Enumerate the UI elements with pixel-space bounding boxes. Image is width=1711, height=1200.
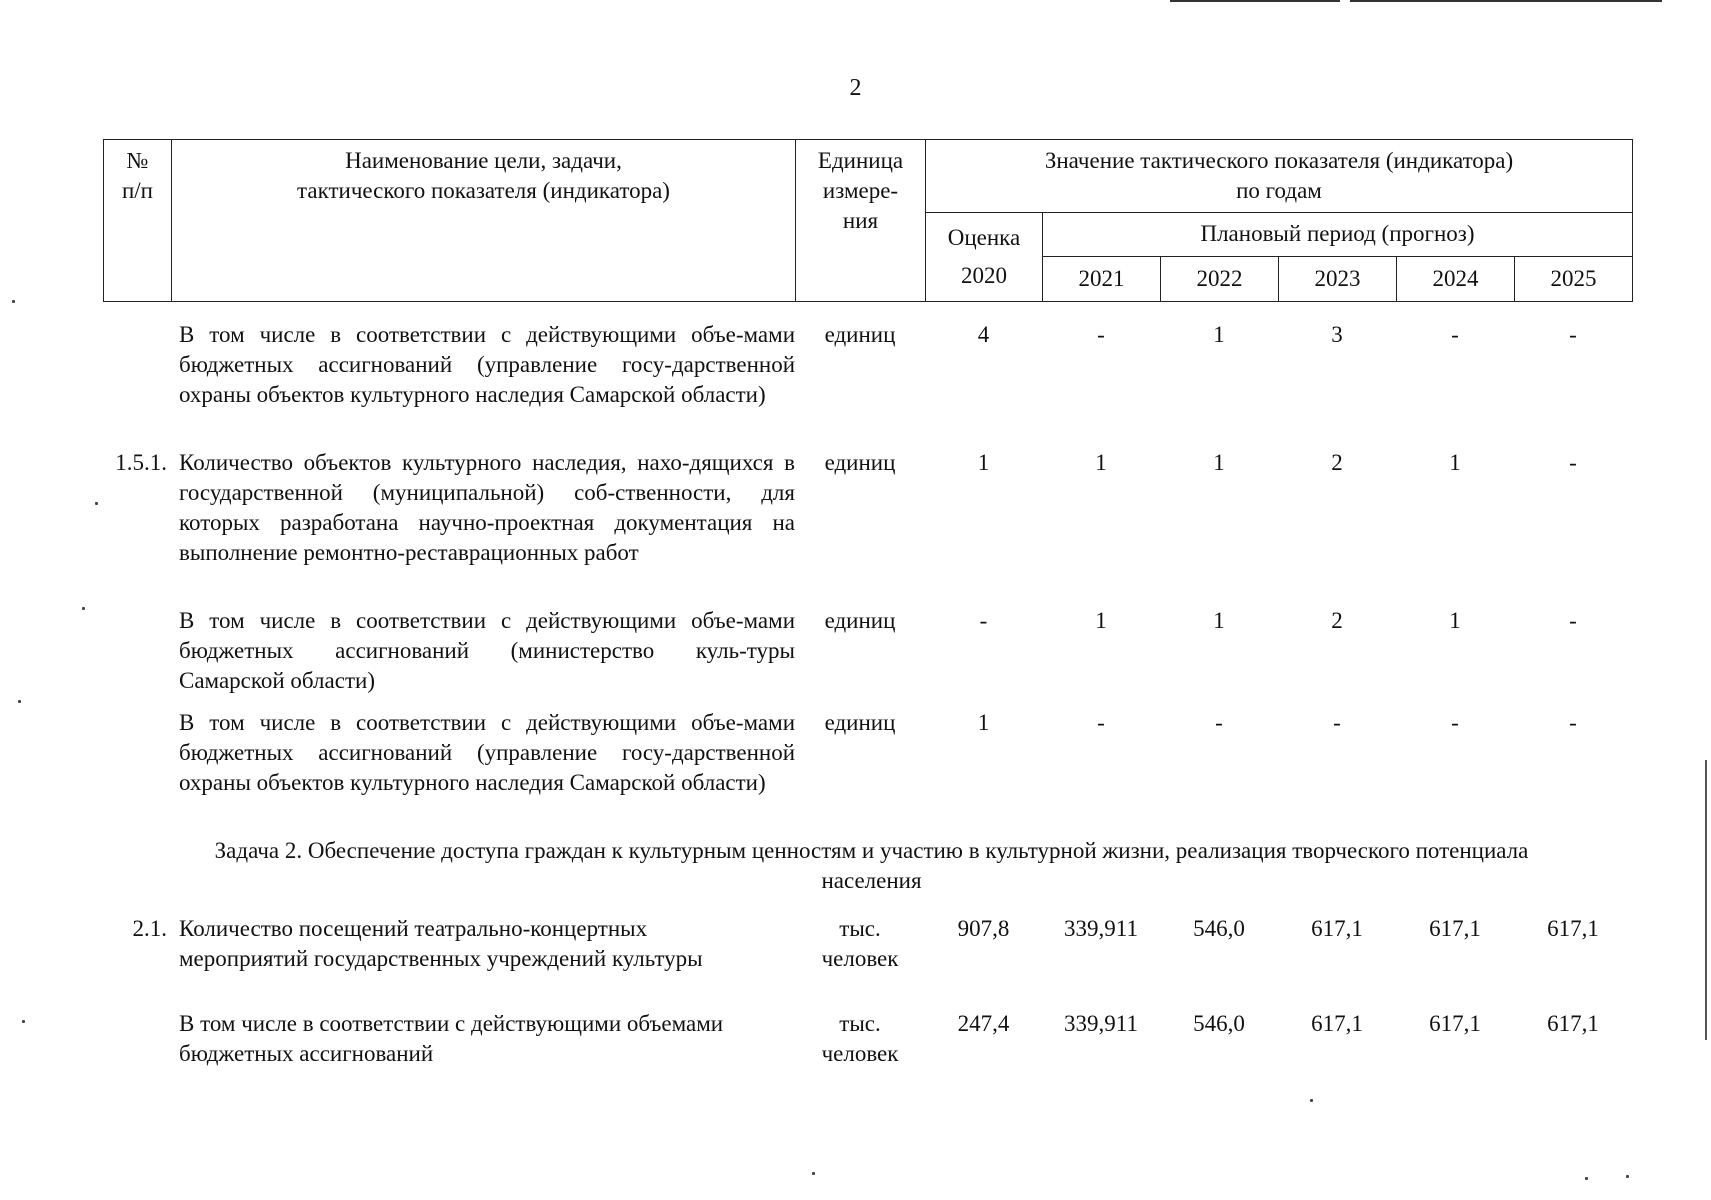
unit: единиц xyxy=(824,608,896,633)
value-2023: - xyxy=(1333,710,1341,735)
table-row xyxy=(103,914,1632,1009)
scan-speck xyxy=(95,502,98,505)
value-2024: - xyxy=(1451,322,1459,347)
scan-edge-mark xyxy=(1705,760,1707,1040)
value-2020: - xyxy=(979,608,988,633)
header-estimate: Оценка 2020 xyxy=(926,213,1043,302)
table-row xyxy=(103,606,1632,708)
header-planned-period: Плановый период (прогноз) xyxy=(1043,213,1633,257)
unit: единиц xyxy=(824,710,896,735)
indicator-name: В том числе в соответствии с действующими объе-мами бюджетных ассигнований (управление госу-дарственной охраны объектов культурного наследия Самарской области) xyxy=(179,710,795,795)
value-2025: - xyxy=(1569,450,1577,475)
header-values-title: Значение тактического показателя (индикатора) по годам xyxy=(926,140,1633,213)
indicator-name: Количество объектов культурного наследия, нахо-дящихся в государственной (муниципальной) соб-ственности, для которых разработана научно-проектная документация на выполнение ремонтно-реставрационных работ xyxy=(179,450,795,565)
table-header xyxy=(103,139,1633,302)
value-2025: - xyxy=(1569,322,1577,347)
value-2022: - xyxy=(1215,710,1223,735)
value-2023: 617,1 xyxy=(1311,1011,1363,1036)
unit: единиц xyxy=(824,450,896,475)
scan-speck xyxy=(12,300,15,303)
row-number: 1.5.1. xyxy=(115,450,167,475)
scan-speck xyxy=(82,607,85,610)
value-2025: 617,1 xyxy=(1547,916,1599,941)
value-2024: 617,1 xyxy=(1429,916,1481,941)
value-2025: - xyxy=(1569,608,1577,633)
header-year: 2022 xyxy=(1161,257,1279,302)
value-2020: 4 xyxy=(977,322,990,347)
value-2025: 617,1 xyxy=(1547,1011,1599,1036)
value-2020: 247,4 xyxy=(957,1011,1010,1036)
value-2021: 1 xyxy=(1095,608,1107,633)
scan-speck xyxy=(1626,1175,1629,1178)
row-number: 2.1. xyxy=(132,916,167,941)
header-year: 2021 xyxy=(1043,257,1161,302)
value-2021: 339,911 xyxy=(1064,916,1138,941)
value-2021: - xyxy=(1097,322,1105,347)
indicator-name: В том числе в соответствии с действующими объе-мами бюджетных ассигнований (управление госу-дарственной охраны объектов культурного наследия Самарской области) xyxy=(179,322,795,407)
value-2023: 2 xyxy=(1331,608,1343,633)
value-2021: 339,911 xyxy=(1064,1011,1138,1036)
value-2021: 1 xyxy=(1095,450,1107,475)
page-number: 2 xyxy=(849,75,862,101)
value-2022: 546,0 xyxy=(1193,916,1245,941)
value-2023: 617,1 xyxy=(1311,916,1363,941)
value-2023: 3 xyxy=(1331,322,1343,347)
scan-speck xyxy=(812,1172,815,1175)
table-row xyxy=(103,448,1632,606)
scan-speck xyxy=(18,700,21,703)
value-2024: 1 xyxy=(1449,450,1461,475)
unit: тыс. человек xyxy=(821,1011,899,1066)
header-year: 2023 xyxy=(1279,257,1397,302)
indicator-name: В том числе в соответствии с действующими объе-мами бюджетных ассигнований (министерство куль-туры Самарской области) xyxy=(179,608,795,693)
value-2025: - xyxy=(1569,710,1577,735)
value-2022: 1 xyxy=(1213,322,1225,347)
table-row xyxy=(103,320,1632,448)
table-row xyxy=(103,1009,1632,1079)
table-row xyxy=(103,708,1632,836)
header-unit: Единица измере- ния xyxy=(796,140,926,302)
top-rule-left xyxy=(1170,0,1340,2)
value-2020: 1 xyxy=(977,710,990,735)
value-2022: 546,0 xyxy=(1193,1011,1245,1036)
top-rule-right xyxy=(1350,0,1662,2)
scan-speck xyxy=(1310,1099,1313,1102)
header-year: 2024 xyxy=(1397,257,1515,302)
scan-speck xyxy=(22,1020,25,1023)
value-2024: - xyxy=(1451,710,1459,735)
value-2022: 1 xyxy=(1213,450,1225,475)
value-2024: 617,1 xyxy=(1429,1011,1481,1036)
header-year: 2025 xyxy=(1515,257,1633,302)
value-2020: 1 xyxy=(977,450,990,475)
indicator-name: Количество посещений театрально-концертных мероприятий государственных учреждений культуры xyxy=(179,916,703,971)
task-heading: Задача 2. Обеспечение доступа граждан к культурным ценностям и участию в культурной жизни, реализация творческого потенциала населения xyxy=(214,838,1529,893)
table-body xyxy=(103,320,1632,1079)
scan-speck xyxy=(1585,1177,1588,1180)
value-2024: 1 xyxy=(1449,608,1461,633)
unit: единиц xyxy=(824,322,896,347)
value-2022: 1 xyxy=(1213,608,1225,633)
value-2020: 907,8 xyxy=(957,916,1010,941)
header-name: Наименование цели, задачи, тактического показателя (индикатора) xyxy=(172,140,796,302)
header-num: № п/п xyxy=(104,140,172,302)
indicator-name: В том числе в соответствии с действующими объемами бюджетных ассигнований xyxy=(179,1011,724,1066)
value-2023: 2 xyxy=(1331,450,1343,475)
unit: тыс. человек xyxy=(821,916,899,971)
value-2021: - xyxy=(1097,710,1105,735)
